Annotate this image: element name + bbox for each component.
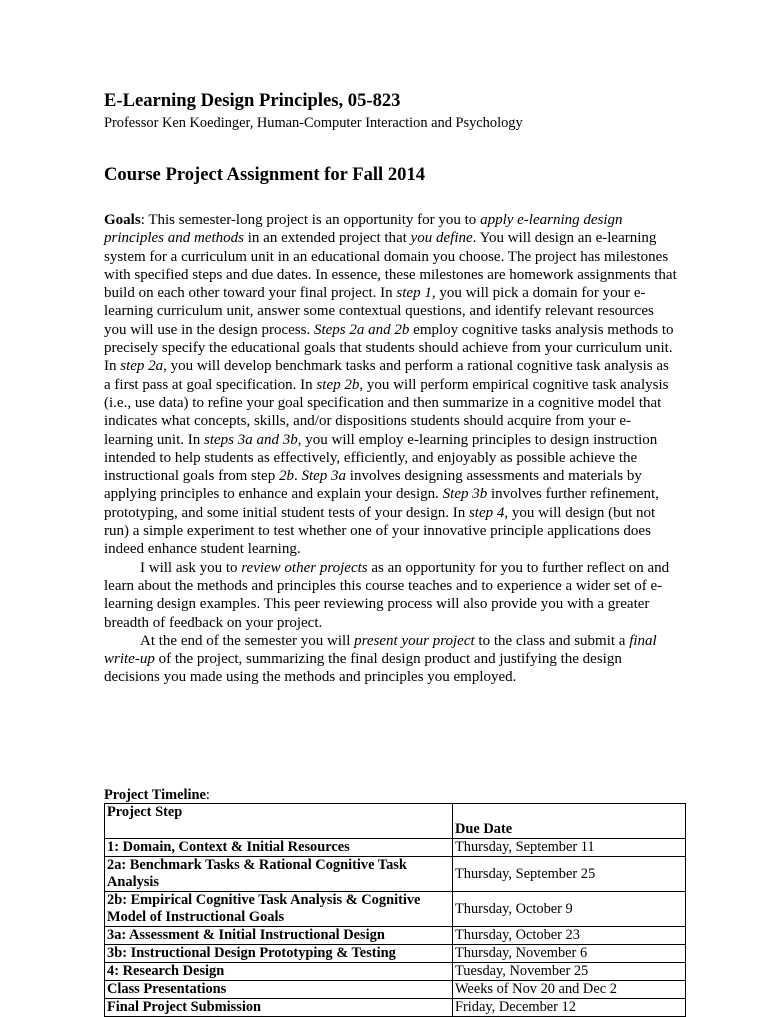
date-cell: Tuesday, November 25 xyxy=(453,963,686,981)
table-row xyxy=(105,804,686,839)
timeline-label: Project Timeline: xyxy=(104,787,210,803)
project-timeline-table xyxy=(104,803,686,1017)
assignment-title: Course Project Assignment for Fall 2014 xyxy=(104,164,426,185)
presentation-paragraph: At the end of the semester you will present your project to the class and submit a final write-up of the project, summarizing the final design product and justifying the design decisions you made using the methods and principles you employed. xyxy=(104,632,657,686)
professor-line: Professor Ken Koedinger, Human-Computer Interaction and Psychology xyxy=(104,115,523,131)
review-paragraph: I will ask you to review other projects as an opportunity for you to further reflect on and learn about the methods and principles this course teaches and to experience a wider set of e-learning design examples. This peer reviewing process will also provide you with a greater breadth of feedback on your project. xyxy=(104,559,670,631)
table-row xyxy=(105,963,686,981)
date-cell: Thursday, September 11 xyxy=(453,839,686,857)
table-row xyxy=(105,892,686,927)
header-due-date: Due Date xyxy=(453,804,686,839)
course-title: E-Learning Design Principles, 05-823 xyxy=(104,90,401,111)
step-cell: 4: Research Design xyxy=(105,963,435,981)
table-row xyxy=(105,839,686,857)
goals-paragraph: Goals: This semester-long project is an opportunity for you to apply e-learning design principles and methods in an extended project that you define. You will design an e-learning system for a curriculum unit in an educational domain you choose. The project has milestones with specified steps and due dates. In essence, these milestones are homework assignments that build on each other toward your final project. In step 1, you will pick a domain for your e-learning curriculum unit, answer some contextual questions, and identify relevant resources you will use in the design process. Steps 2a and 2b employ cognitive tasks analysis methods to precisely specify the educational goals that students should achieve from your curriculum unit. In step 2a, you will develop benchmark tasks and perform a rational cognitive task analysis as a first pass at goal specification. In step 2b, you will perform empirical cognitive task analysis (i.e., use data) to refine your goal specification and then summarize in a cognitive model that indicates what concepts, skills, and/or dispositions students should acquire from your e-learning unit. In steps 3a and 3b, you will employ e-learning principles to design instruction intended to help students as effectively, efficiently, and enjoyably as possible achieve the instructional goals from step 2b. Step 3a involves designing assessments and materials by applying principles to enhance and explain your design. Step 3b involves further refinement, prototyping, and some initial student tests of your design. In step 4, you will design (but not run) a simple experiment to test whether one of your innovative principle applications does indeed enhance student learning. xyxy=(104,212,677,558)
table-row xyxy=(105,857,686,892)
step-cell: 3b: Instructional Design Prototyping & Testing xyxy=(105,945,435,963)
step-cell: 3a: Assessment & Initial Instructional Design xyxy=(105,927,435,945)
date-cell: Weeks of Nov 20 and Dec 2 xyxy=(453,981,686,999)
table-row xyxy=(105,999,686,1017)
table-row xyxy=(105,927,686,945)
date-cell: Thursday, November 6 xyxy=(453,945,686,963)
step-cell: 1: Domain, Context & Initial Resources xyxy=(105,839,435,857)
step-cell: 2b: Empirical Cognitive Task Analysis & Cognitive Model of Instructional Goals xyxy=(105,892,435,927)
table-row xyxy=(105,981,686,999)
step-cell: Final Project Submission xyxy=(105,999,435,1017)
goals-label: Goals xyxy=(104,212,141,228)
date-cell: Thursday, October 23 xyxy=(453,927,686,945)
date-cell: Friday, December 12 xyxy=(453,999,686,1017)
step-cell: 2a: Benchmark Tasks & Rational Cognitive Task Analysis xyxy=(105,857,435,892)
step-cell: Class Presentations xyxy=(105,981,435,999)
header-project-step: Project Step xyxy=(105,804,435,839)
date-cell: Thursday, September 25 xyxy=(453,857,686,892)
date-cell: Thursday, October 9 xyxy=(453,892,686,927)
table-row xyxy=(105,945,686,963)
goals-section xyxy=(104,211,679,687)
